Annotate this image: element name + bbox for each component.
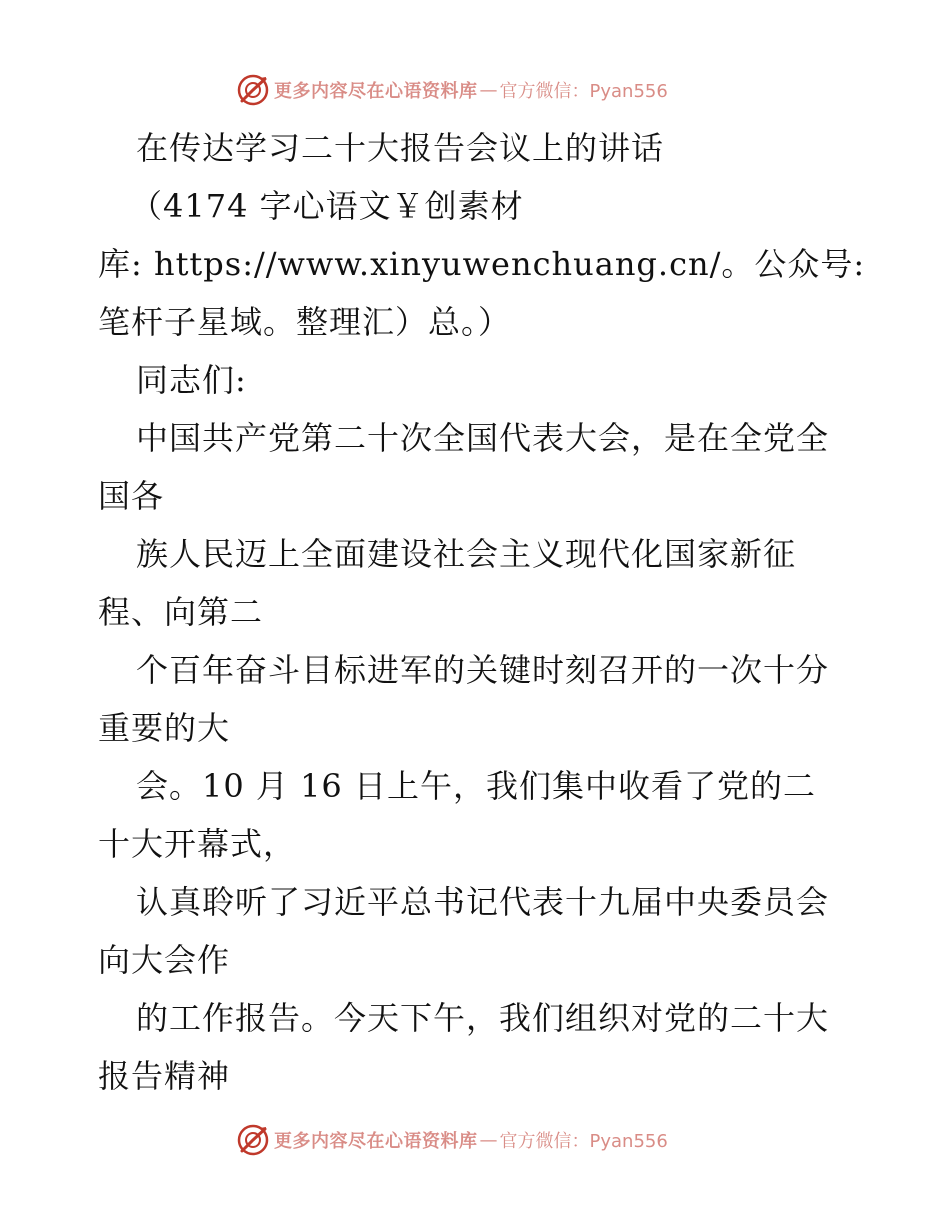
document-text-line: 国各 xyxy=(98,477,165,515)
document-source-url-line: 库: https://www.xinyuwenchuang.cn/。公众号: xyxy=(98,245,866,283)
document-text-line: 中国共产党第二十次全国代表大会，是在全党全 xyxy=(136,419,830,457)
document-title: 在传达学习二十大报告会议上的讲话 xyxy=(136,129,665,167)
document-text-line: 族人民迈上全面建设社会主义现代化国家新征 xyxy=(136,535,797,573)
watermark-dash: — xyxy=(479,79,498,101)
document-text-line: 重要的大 xyxy=(98,709,231,747)
watermark-dash: — xyxy=(479,1129,498,1151)
footer-watermark xyxy=(236,1122,668,1158)
document-source-publisher-line: 笔杆子星域。整理汇）总。） xyxy=(98,303,512,341)
document-text-line: 认真聆听了习近平总书记代表十九届中央委员会 xyxy=(136,883,830,921)
watermark-wechat-text: 官方微信：Pyan556 xyxy=(499,81,668,102)
document-text-line: 向大会作 xyxy=(98,941,231,979)
document-source-note: （4174 字心语文￥创素材 xyxy=(130,187,524,225)
document-text-line: 会。10 月 16 日上午，我们集中收看了党的二 xyxy=(136,767,816,805)
document-text-line: 十大开幕式， xyxy=(98,825,297,863)
xinyu-logo-icon xyxy=(236,1123,270,1157)
xinyu-logo-icon xyxy=(236,73,270,107)
document-text-line: 个百年奋斗目标进军的关键时刻召开的一次十分 xyxy=(136,651,830,689)
document-text-line: 报告精神 xyxy=(98,1057,231,1095)
document-text-line: 的工作报告。今天下午，我们组织对党的二十大 xyxy=(136,999,830,1037)
document-salutation: 同志们: xyxy=(136,361,247,399)
watermark-site-text: 更多内容尽在心语资料库 xyxy=(274,1131,478,1152)
watermark-site-text: 更多内容尽在心语资料库 xyxy=(274,81,478,102)
header-watermark xyxy=(236,72,668,108)
document-text-line: 程、向第二 xyxy=(98,593,264,631)
watermark-wechat-text: 官方微信：Pyan556 xyxy=(499,1131,668,1152)
